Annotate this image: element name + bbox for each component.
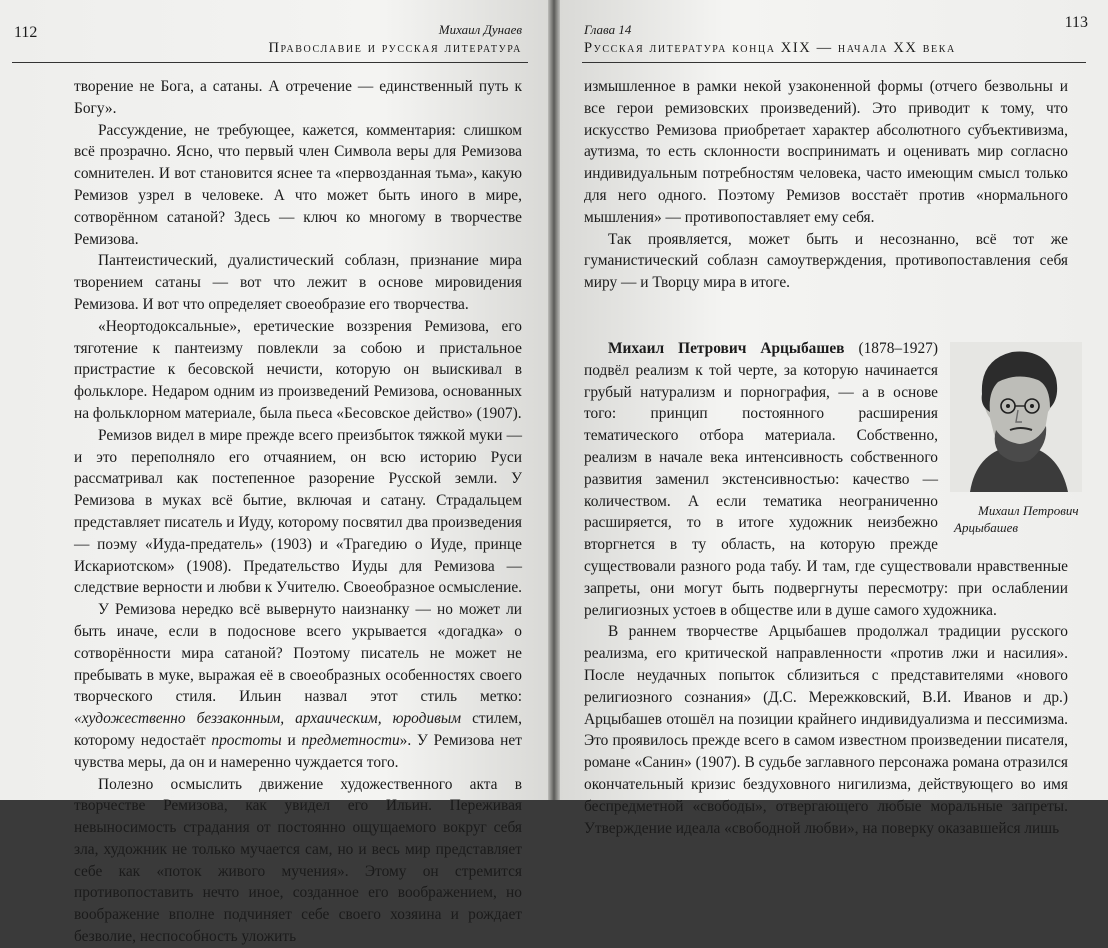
right-page — [560, 0, 1108, 837]
paragraph — [74, 599, 522, 773]
paragraph: Так проявляется, может быть и несознанно, всё тот же гуманистический соблазн самоутверждения, противопоставления себя миру — и Творцу мира в итоге. — [584, 230, 1068, 292]
paragraph-text: У Ремизова нередко всё вывернуто наизнанку — но может ли быть иначе, если в подоснове всего укрывается «догадка» о сотворённости мира сатаной? Поэтому писатель не может не пребывать в муке, выражая её в своеобразных особенностях своего творческого стиля. Ильин назвал этот стиль метко: — [74, 601, 522, 706]
paragraph: В раннем творчестве Арцыбашев продолжал традиции русского реализма, его критической направленности «против лжи и насилия». После неудачных попыток сблизиться с представителями «нового религиозного сознания» (Д.С. Мережковский, В.И. Иванов и др.) Арцыбашев отошёл на позиции крайнего индивидуализма и пессимизма. Это проявилось прежде всего в самом известном произведении писателя, романе «Санин» (1907). В судьбе заглавного персонажа романа отразился окончательный кризис бездуховного нигилизма, действующего во имя беспредметной «свободы», отвергающего любые моральные запреты. Утверждение идеала «свободной любви», на поверку оказавшейся лишь — [584, 623, 1068, 837]
paragraph-text: стилем, которому недостаёт — [74, 710, 522, 749]
paragraph: Ремизов видел в мире прежде всего преизбыток тяжкой муки — и это переполняло его отчаянием, он всю историю Руси рассматривал как постепенное разорение Русской земли. У Ремизова в муках всё бытие, включая и сатану. Страдальцем представляет писатель и Иуду, которому посвятил два произведения — поэму «Иуда-предатель» (1903) и «Трагедию о Иуде, принце Искариотском» (1908). Предательство Иуды для Ремизова — следствие верности и любви к Учителю. Своеобразное осмысление. — [74, 426, 522, 597]
paragraph-text: и — [287, 731, 296, 749]
running-head-chapter: Глава 14 — [584, 22, 632, 37]
header-rule — [582, 62, 1086, 63]
header-rule — [12, 62, 528, 63]
paragraph: Пантеистический, дуалистический соблазн, признание мира творением сатаны — вот что лежит в основе мировидения Ремизова. И вот что определяет своеобразие его творчества. — [74, 252, 522, 313]
quote-italic: предметности — [301, 731, 400, 749]
book-gutter — [548, 0, 560, 800]
running-head-title: Православие и русская литература — [268, 40, 522, 56]
running-head-title: Русская литература конца XIX — начала XX века — [584, 40, 956, 56]
paragraph: Полезно осмыслить движение художественного акта в творчестве Ремизова, как увидел его Ильин. Переживая невыносимость страдания от постоянно ощущаемого вокруг себя зла, художник не только мучается сам, но и весь мир представляет себе как «поток живого мучения». Этому он стремится противопоставить нечто иное, созданное его воображением, но воображение вполне подчиняет себе своего хозяина и рождает безволие, неспособность уложить — [74, 775, 522, 946]
paragraph: творение не Бога, а сатаны. А отречение — единственный путь к Богу». — [74, 78, 522, 117]
left-page — [0, 0, 548, 946]
paragraph-text: ». У Ремизова нет чувства меры, да он и намеренно чуждается того. — [74, 731, 522, 771]
page-number: 112 — [14, 24, 38, 41]
portrait-figure — [950, 342, 1082, 536]
portrait-caption: Михаил Петрович Арцыбашев — [954, 502, 1079, 535]
paragraph: измышленное в рамки некой узаконенной формы (отчего безвольны и все герои ремизовских произведений). Это приводит к тому, что искусство Ремизова приобретает характер абсолютного субъективизма, аутизма, то есть склонности воспринимать и оценивать мир согласно индивидуальным потребностям человека, часто имеющим смысл только для него одного. Поэтому Ремизов восстаёт против «нормального мышления» — противопоставляет ему себя. — [584, 78, 1068, 226]
paragraph: «Неортодоксальные», еретические воззрения Ремизова, его тяготение к пантеизму повлекли за собою и пристальное пристрастие к бесовской нечисти, которую он выискивал в фольклоре. Недаром одним из произведений Ремизова, основанных на фольклорном материале, была пьеса «Бесовское действо» (1907). — [74, 317, 522, 422]
running-head-author: Михаил Дунаев — [438, 22, 522, 37]
quote-italic: простоты — [211, 731, 282, 749]
paragraph: Рассуждение, не требующее, кажется, комментария: слишком всё прозрачно. Ясно, что первый член Символа веры для Ремизова сомнителен. И вот становится яснее та «первозданная тьма», какую Ремизов узрел в человеке. А что может быть иного в мире, сотворённом сатаной? Здесь — ключ ко многому в творчестве Ремизова. — [74, 121, 522, 248]
left-body-text — [74, 76, 522, 948]
paragraph-text: (1878–1927) подвёл реализм к той черте, за которую начинается грубый натурализм и порнография, — а в основе того: принцип постоянного расширения тематического отбора материала. Собственно, реализм в начале века интенсивность собственного развития заменил экстенсивностью: качество — количеством. А если тематика неограниченно расширяется, то в итоге художник неизбежно вторгнется в ту область, на которую прежде существовали разного рода табу. И там, где существовали нравственные запреты, они могут быть подвергнуты пересмотру: при ослаблении религиозных устоев в обществе или в душе самого художника. — [584, 339, 1068, 619]
right-body-text — [584, 76, 1079, 839]
portrait-photo — [950, 342, 1082, 492]
quote-italic: «художественно беззаконным, архаическим, юродивым — [74, 710, 462, 728]
section-heading-name: Михаил Петрович Арцыбашев — [608, 339, 845, 357]
page-number: 113 — [1064, 14, 1088, 31]
section-paragraph — [584, 338, 1079, 621]
